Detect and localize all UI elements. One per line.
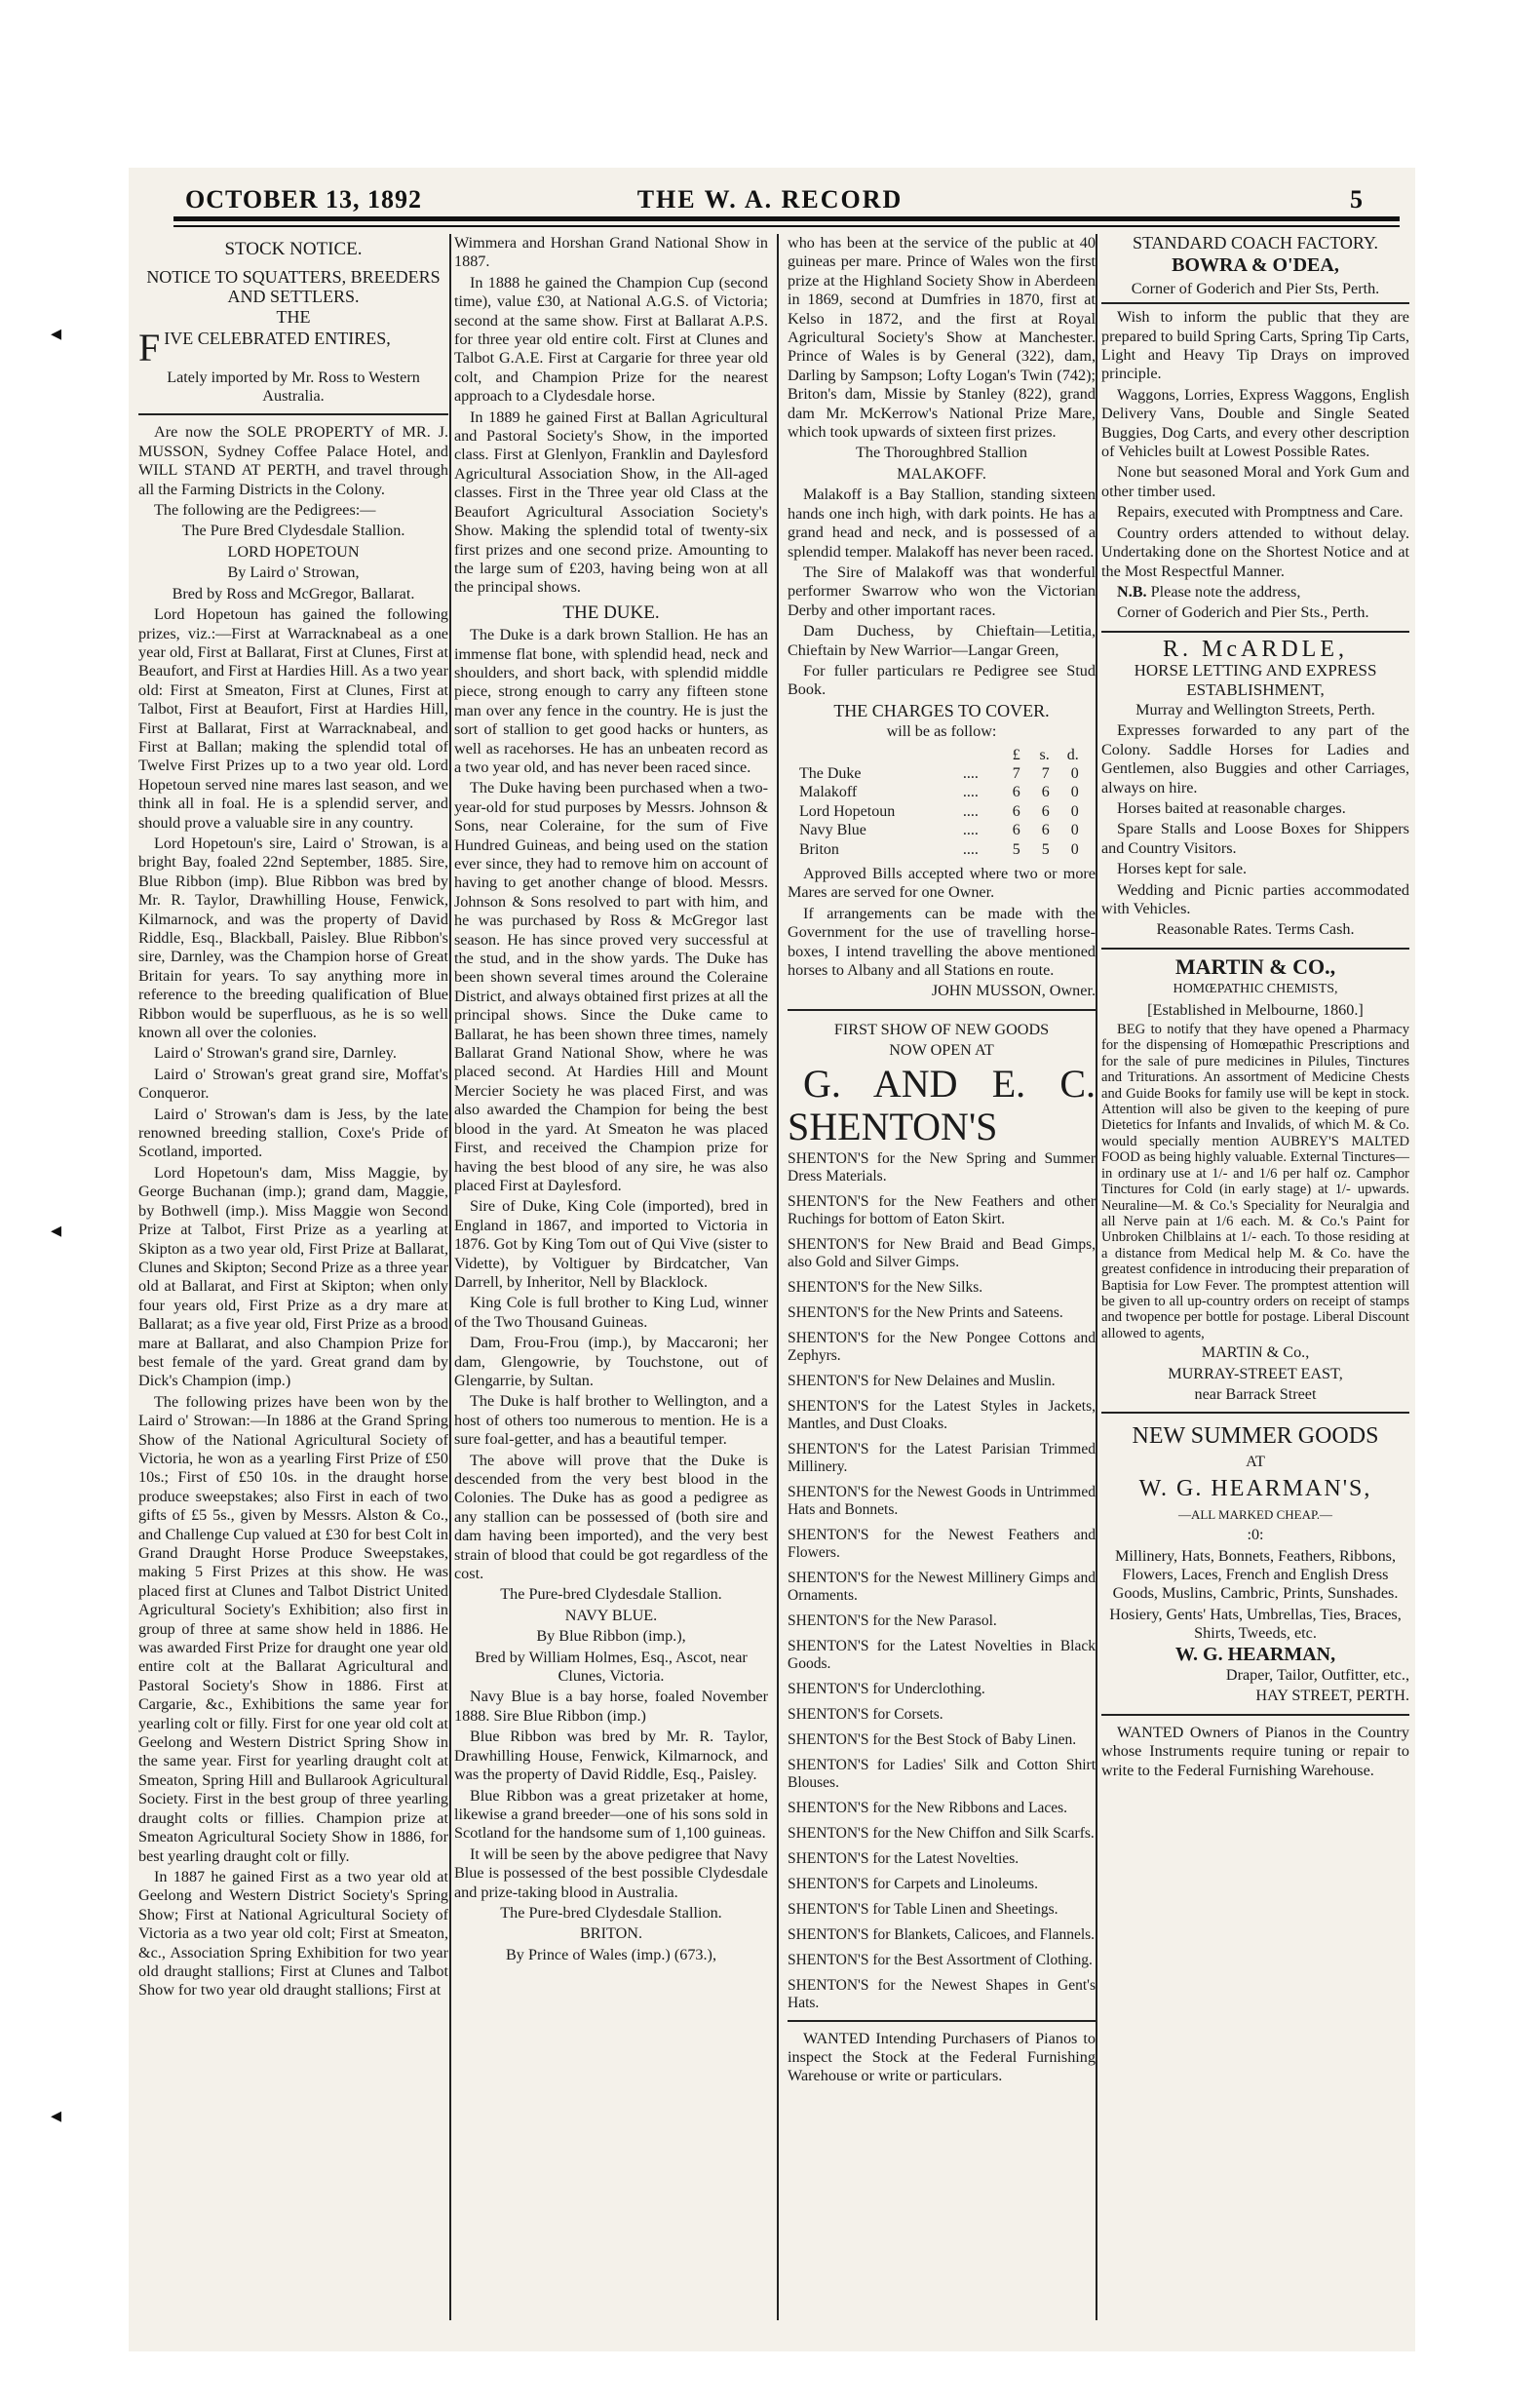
paragraph: Navy Blue is a bay horse, foaled November 1888. Sire Blue Ribbon (imp.) <box>454 1688 768 1725</box>
address: near Barrack Street <box>1194 1384 1317 1403</box>
fees-table <box>797 746 1081 859</box>
at-label: AT <box>1246 1453 1265 1471</box>
paragraph: Repairs, executed with Promptness and Care. <box>1117 503 1404 522</box>
page-header <box>136 175 1404 218</box>
paragraph: Expresses forwarded to any part of the Colony. Saddle Horses for Ladies and Gentlemen, also Buggies and other Carriages, always on hire. <box>1101 721 1409 796</box>
fee-shillings: 6 <box>1041 822 1050 839</box>
paragraph: By Prince of Wales (imp.) (673.), <box>506 1945 716 1963</box>
paragraph: None but seasoned Moral and York Gum and other timber used. <box>1101 463 1409 500</box>
paragraph: The Duke is a dark brown Stallion. He has an immense flat bone, with splendid head, neck and shoulders, and short back, with splendid middle piece, strong enough to carry any fifteen stone man over any fence in the country. He is just the sort of stallion to get good hacks or hunters, as well as racehorses. He has an unbeaten record as a two year old, and has never been raced since. <box>454 626 768 776</box>
paragraph: Sire of Duke, King Cole (imported), bred in England in 1867, and imported to Victoria in 1876. Got by King Tom out of Qui Vive (sister to Vidette), by Voltiguer by Birdcatcher, Van Darrell, by Inheritor, Nell by Blacklock. <box>454 1197 768 1291</box>
list-item: SHENTON'S for the New Silks. <box>788 1278 983 1296</box>
page-number: 5 <box>1350 185 1363 214</box>
fees-header-row <box>797 746 1081 764</box>
charges-subheading: will be as follow: <box>886 722 997 741</box>
divider <box>1101 302 1409 304</box>
paragraph: The Pure-bred Clydesdale Stallion. <box>500 1903 722 1922</box>
list-item: SHENTON'S for Carpets and Linoleums. <box>788 1875 1038 1892</box>
list-item: SHENTON'S for the Best Stock of Baby Linen. <box>788 1730 1077 1748</box>
list-item: SHENTON'S for the Newest Shapes in Gent's Hats. <box>788 1976 1096 2011</box>
fee-leader: .... <box>962 784 979 801</box>
paragraph: Wedding and Picnic parties accommodated with Vehicles. <box>1101 880 1409 917</box>
fee-pence: 0 <box>1070 840 1079 858</box>
ad-heading: NEW SUMMER GOODS <box>1132 1423 1379 1450</box>
list-item: SHENTON'S for the Latest Novelties. <box>788 1849 1020 1867</box>
paragraph: Lord Hopetoun has gained the following prizes, viz.:—First at Warracknabeal as a one year old, First at Ballarat, First at Clunes, First at Beaufort, and First at Hardies Hill. As a two year old: First at Smeaton, First at Clunes, First at Talbot, First at Beaufort, First at Hardies Hill, First at Ballarat, First at Warracknabeal, and First at Ballan; making the splendid total of Twelve First Prizes up to a two year old. Lord Hopetoun served nine mares last season, and we think all in foal. He is a splendid server, and should prove a valuable sire in any country. <box>138 605 448 832</box>
fee-leader: .... <box>962 822 979 839</box>
paragraph: Malakoff is a Bay Stallion, standing sixteen hands one inch high, with dark points. He has a grand head and neck, and is possessed of a splendid temper. Malakoff has never been raced. <box>788 485 1096 561</box>
fee-pounds: 6 <box>1012 802 1020 820</box>
fee-pence: 0 <box>1070 784 1079 801</box>
paragraph: Laird o' Strowan's dam is Jess, by the late renowned breeding stallion, Coxe's Pride of Scotland, imported. <box>138 1105 448 1161</box>
fee-horse: The Duke <box>799 764 862 782</box>
paragraph: The Pure Bred Clydesdale Stallion. <box>181 522 405 540</box>
fee-shillings: 5 <box>1041 840 1050 858</box>
signature: MARTIN & Co., <box>1201 1343 1310 1362</box>
paragraph: Bred by Ross and McGregor, Ballarat. <box>172 584 415 602</box>
binding-hole-mark-icon: ◂ <box>51 1219 62 1243</box>
ad-subheading: HORSE LETTING AND EXPRESS ESTABLISHMENT, <box>1134 661 1377 699</box>
paragraph: Blue Ribbon was a great prizetaker at home, likewise a grand breeder—one of his sons sold in Scotland for the handsome sum of 1,100 guineas. <box>454 1786 768 1843</box>
list-item: SHENTON'S for the Newest Feathers and Flowers. <box>788 1526 1096 1561</box>
paragraph: In 1888 he gained the Champion Cup (second time), value £30, at National A.G.S. of Victoria; second at the same show. First at Ballarat A.P.S. for three year old entire colt. First at Clunes and Talbot G.A.E. First at Cargarie for three year old colt, and Champion Prize for the nearest approach to a Clydesdale horse. <box>454 273 768 406</box>
list-item: SHENTON'S for the New Prints and Sateens. <box>788 1303 1063 1321</box>
fee-horse: Briton <box>799 840 839 858</box>
list-item: SHENTON'S for the Newest Millinery Gimps and Ornaments. <box>788 1569 1096 1604</box>
the-label: THE <box>276 307 311 328</box>
column-duke <box>454 234 768 2320</box>
list-item: SHENTON'S for the New Pongee Cottons and Zephyrs. <box>788 1329 1096 1364</box>
list-item: SHENTON'S for New Braid and Bead Gimps, also Gold and Silver Gimps. <box>788 1235 1096 1270</box>
masthead-title: THE W. A. RECORD <box>636 185 904 214</box>
paragraph: By Blue Ribbon (imp.), <box>536 1627 686 1646</box>
shentons-name: G. AND E. C. SHENTON'S <box>788 1061 1096 1148</box>
paragraph: Reasonable Rates. Terms Cash. <box>1156 920 1355 939</box>
paragraph: Hosiery, Gents' Hats, Umbrellas, Ties, Braces, Shirts, Tweeds, etc. <box>1109 1605 1402 1643</box>
paragraph: Laird o' Strowan's great grand sire, Moffat's Conqueror. <box>138 1065 448 1103</box>
paragraph: If arrangements can be made with the Government for the use of travelling horse-boxes, I intend travelling the above mentioned horses to Albany and all Stations en route. <box>788 904 1096 980</box>
table-row <box>797 840 1081 859</box>
paragraph: The Thoroughbred Stallion <box>856 444 1027 462</box>
column-stock-notice <box>138 234 448 2320</box>
notice-heading: NOTICE TO SQUATTERS, BREEDERS AND SETTLERS. <box>146 267 441 306</box>
signature: W. G. HEARMAN, <box>1174 1643 1336 1665</box>
paragraph: By Laird o' Strowan, <box>227 563 360 582</box>
paragraph: Corner of Goderich and Pier Sts., Perth. <box>1117 603 1369 622</box>
paragraph: Dam, Frou-Frou (imp.), by Maccaroni; her dam, Glengowrie, by Touchstone, out of Glengarrie, by Sultan. <box>454 1334 768 1389</box>
fee-pence: 0 <box>1070 764 1079 782</box>
paragraph: It will be seen by the above pedigree that Navy Blue is possessed of the best possible Clydesdale and prize-taking blood in Australia. <box>454 1845 768 1901</box>
entires-heading: IVE CELEBRATED ENTIRES, <box>164 329 391 348</box>
business-name: BOWRA & O'DEA, <box>1172 254 1339 277</box>
list-item: SHENTON'S for the Latest Styles in Jackets, Mantles, and Dust Cloaks. <box>788 1397 1096 1432</box>
list-item: SHENTON'S for Underclothing. <box>788 1680 985 1697</box>
paragraph: Lord Hopetoun's dam, Miss Maggie, by George Buchanan (imp.); grand dam, Maggie, by Bothwell (imp.). Miss Maggie won Second Prize at Talbot, First Prize as a yearling at Skipton as a two year old, First Prize at Ballarat, Clunes and Skipton; Second Prize as a three year old at Ballarat, and First at Skipton; when only four years old, First Prize as a dry mare at Ballarat; as a five year old, First Prize as a brood mare at Ballarat, and also Champion Prize for best female of the yard. Great grand dam by Dick's Champion (imp.) <box>138 1163 448 1390</box>
paragraph: Lord Hopetoun's sire, Laird o' Strowan, is a bright Bay, foaled 22nd September, 1885. Sire, Blue Ribbon (imp). Blue Ribbon was bred by Mr. R. Taylor, Drawhilling House, Fenwick, Kilmarnock, and was the property of David Riddle, Esq., Blackball, Paisley. Blue Ribbon's sire, Darnley, was the Champion horse of Great Britain for years. To say anything more in reference to the breeding qualification of Blue Ribbon would be superfluous, as he is so well known all over the colonies. <box>138 834 448 1042</box>
fee-pence: 0 <box>1070 802 1079 820</box>
nb-text: Please note the address, <box>1150 582 1301 601</box>
business-name: W. G. HEARMAN'S, <box>1138 1475 1372 1501</box>
paragraph: The Sire of Malakoff was that wonderful performer Swarrow who won the Victorian Derby and other important races. <box>788 563 1096 619</box>
paragraph: King Cole is full brother to King Lud, winner of the Two Thousand Guineas. <box>454 1294 768 1331</box>
table-row <box>797 764 1081 783</box>
paragraph: Laird o' Strowan's grand sire, Darnley. <box>154 1044 397 1063</box>
paragraph: Wimmera and Horshan Grand National Show in 1887. <box>454 234 768 271</box>
fee-leader: .... <box>962 802 979 820</box>
paragraph: Dam Duchess, by Chieftain—Letitia, Chieftain by New Warrior—Langar Green, <box>788 622 1096 659</box>
ad-heading: FIRST SHOW OF NEW GOODS <box>833 1020 1050 1038</box>
binding-hole-mark-icon: ◂ <box>51 2104 62 2128</box>
shentons-list <box>788 1150 1096 2012</box>
column-divider <box>449 234 451 2320</box>
signature: JOHN MUSSON, Owner. <box>931 982 1096 1000</box>
list-item: SHENTON'S for Corsets. <box>788 1705 943 1723</box>
fee-horse: Malakoff <box>799 784 858 801</box>
fee-pounds: 6 <box>1012 784 1020 801</box>
paragraph: BEG to notify that they have opened a Pharmacy for the dispensing of Homœpathic Prescriptions and for the sale of pure medicines in Pilules, Tinctures and Triturations. An assortment of Medicine Chests and Guide Books for family use will be kept in stock. Attention will also be given to the keeping of pure Dietetics for Infants and Invalids, of which M. & Co. would specially mention AUBREY'S MALTED FOOD as being highly valuable. External Tinctures—in ordinary use at 1/- and 1/6 per half oz. Camphor Tinctures for Cold (in early stage) at 1/- upwards. Neuraline—M. & Co.'s Speciality for Neuralgia and all Nerve pain at 1/6 each. M. & Co.'s Paint for Unbroken Chilblains at 1/- each. To those residing at a distance from Medical help M. & Co. have the greatest confidence in introducing their preparation of Baptisia for Low Fever. The promptest attention will be given to all up-country orders on receipt of stamps and twopence per bottle for postage. Liberal Discount allowed to agents, <box>1101 1022 1409 1341</box>
column-divider <box>1096 234 1097 2320</box>
ad-subheading: —ALL MARKED CHEAP.— <box>1177 1506 1333 1522</box>
paragraph: who has been at the service of the public at 40 guineas per mare. Prince of Wales won the first prize at the Highland Society Show in Aberdeen in 1869, second at Dumfries in 1870, first at Kelso in 1872, and the first at Royal Agricultural Society's Show at Manchester. Prince of Wales is by General (322), dam, Darling by Sampson; Lofty Logan's Twin (742); Briton's dam, Missie by Stanley (822), grand dam Mr. McKerrow's National Prize Mare, which took upwards of sixteen first prizes. <box>788 234 1096 442</box>
divider <box>1101 948 1409 950</box>
list-item: SHENTON'S for the New Ribbons and Laces. <box>788 1799 1068 1816</box>
ad-heading: STANDARD COACH FACTORY. <box>1132 234 1379 252</box>
paragraph: Are now the SOLE PROPERTY of MR. J. MUSSON, Sydney Coffee Palace Hotel, and WILL STAND AT PERTH, and travel through all the Farming Districts in the Colony. <box>138 423 448 498</box>
drop-cap: F <box>138 329 161 367</box>
ad-subheading: HOMŒPATHIC CHEMISTS, <box>1173 982 1338 997</box>
established-line: [Established in Melbourne, 1860.] <box>1147 1000 1364 1019</box>
paragraph: The Duke having been purchased when a two-year-old for stud purposes by Messrs. Johnson & Sons, near Coleraine, for the sum of Five Hundred Guineas, and being used on the station ever since, they had to remove him on account of having to get another change of blood. Messrs. Johnson & Sons resolved to part with him, and he was purchased by Ross & McGregor last season. He has since proved very successful at the stud, and in the show yards. The Duke has been shown several times around the Coleraine District, and always obtained first prizes at all the principal shows. Since the Duke came to Ballarat, he has been shown three times, namely Ballarat Grand National Show, where he was placed second. At Hardies Hill and Mount Mercier Society he was placed First, and was also awarded the Champion for being the best blood in the yard. At Smeaton he was placed First, and received the Champion prize for having the best blood of any sire, he was also placed First at Daylesford. <box>454 779 768 1194</box>
list-item: SHENTON'S for the New Feathers and other Ruchings for bottom of Eaton Skirt. <box>788 1192 1096 1227</box>
business-name: R. McARDLE, <box>1163 636 1348 662</box>
fee-horse: Lord Hopetoun <box>799 802 896 820</box>
list-item: SHENTON'S for Table Linen and Sheetings. <box>788 1900 1058 1918</box>
horse-name: BRITON. <box>579 1924 642 1943</box>
paragraph: Wish to inform the public that they are prepared to build Spring Carts, Spring Tip Carts, Light and Heavy Tip Drays on improved principle. <box>1101 308 1409 383</box>
divider <box>788 1009 1096 1011</box>
paragraph: The following prizes have been won by the Laird o' Strowan:—In 1886 at the Grand Spring Show of the National Agricultural Society of Victoria, he won as a yearling First Prize of £50 10s.; First of £50 10s. in the draught horse produce sweepstakes; also First in each of two gifts of £5 5s., given by Messrs. Alston & Co., and Challenge Cup valued at £30 for best Colt in Grand Draught Horse Produce Sweepstakes, making 5 First Prizes at this show. He was placed first at Clunes and Talbot District United Agricultural Society's Exhibition; also first in group of three at same show held in 1886. He was awarded First Prize for draught one year old entire colt at the Ballarat Agricultural and Pastoral Society's Show in 1886. First at Cargarie, &c., Exhibitions the same year for yearling colt or filly. First for one year old colt at Geelong and Western District Spring Show in the same year. First for yearling draught colt at Smeaton, Spring Hill and Bullarook Agricultural Society. First in the best group of three yearling draught colts or fillies. Champion prize at Smeaton Agricultural Society Show in 1886, for best yearling draught colt or filly. <box>138 1392 448 1865</box>
paragraph <box>1101 583 1409 602</box>
divider <box>788 2020 1096 2022</box>
address: HAY STREET, PERTH. <box>1255 1687 1409 1705</box>
divider <box>138 413 448 415</box>
list-item: SHENTON'S for the Latest Parisian Trimmed Millinery. <box>788 1440 1096 1475</box>
fee-shillings: 7 <box>1041 764 1050 782</box>
fees-header-cell: s. <box>1039 746 1050 763</box>
paragraph: In 1887 he gained First as a two year old at Geelong and Western District Society's Spring Show; First at National Agricultural Society of Victoria as a two year old colt; First at Smeaton, &c., Association Spring Exhibition for two year old draught stallions; First at Clunes and Talbot Show for two year old draught stallions; First at <box>138 1867 448 2000</box>
divider <box>1101 631 1409 633</box>
issue-date: OCTOBER 13, 1892 <box>185 185 423 214</box>
imported-line: Lately imported by Mr. Ross to Western Australia. <box>167 368 420 406</box>
paragraph: Draper, Tailor, Outfitter, etc., <box>1225 1666 1409 1685</box>
fees-header-cell: d. <box>1066 746 1079 763</box>
ad-subheading: NOW OPEN AT <box>889 1041 994 1060</box>
ornament: :0: <box>1247 1526 1264 1544</box>
fee-leader: .... <box>962 840 979 858</box>
fee-pounds: 7 <box>1012 764 1020 782</box>
list-item: SHENTON'S for the Newest Goods in Untrimmed Hats and Bonnets. <box>788 1483 1096 1518</box>
paragraph: In 1889 he gained First at Ballan Agricultural and Pastoral Society's Show, in the imported class. First at Glenlyon, Franklin and Daylesford Agricultural Association Show, in the All-aged classes. First in the Three year old Class at the Beaufort Agricultural Association Society's Show. Making the splendid total of twenty-six first prizes and one second prize. Amounting to the large sum of £203, having being won at all the principal shows. <box>454 408 768 597</box>
fee-shillings: 6 <box>1041 784 1050 801</box>
nb-mark: N.B. <box>1117 582 1147 601</box>
wanted-ad: WANTED Owners of Pianos in the Country whose Instruments require tuning or repair to write to the Federal Furnishing Warehouse. <box>1101 1723 1409 1779</box>
address: MURRAY-STREET EAST, <box>1168 1364 1343 1382</box>
divider <box>1101 1714 1409 1716</box>
list-item: SHENTON'S for the Best Assortment of Clothing. <box>788 1951 1093 1968</box>
address: Murray and Wellington Streets, Perth. <box>1135 700 1375 719</box>
paragraph: Country orders attended to without delay. Undertaking done on the Shortest Notice and at the Most Respectful Manner. <box>1101 524 1409 580</box>
fees-header-cell: £ <box>1012 746 1020 763</box>
horse-name: MALAKOFF. <box>897 464 986 483</box>
paragraph: Blue Ribbon was bred by Mr. R. Taylor, Drawhilling House, Fenwick, Kilmarnock, and was the property of David Riddle, Esq., Paisley. <box>454 1728 768 1784</box>
list-item: SHENTON'S for the New Chiffon and Silk Scarfs. <box>788 1824 1095 1842</box>
list-item: SHENTON'S for the Latest Novelties in Black Goods. <box>788 1637 1096 1672</box>
fee-leader: .... <box>962 764 979 782</box>
table-row <box>797 783 1081 801</box>
paragraph: Horses baited at reasonable charges. <box>1117 798 1346 817</box>
paragraph: Approved Bills accepted where two or more Mares are served for one Owner. <box>788 865 1096 902</box>
wanted-ad: WANTED Intending Purchasers of Pianos to inspect the Stock at the Federal Furnishing Warehouse or write or particulars. <box>788 2029 1096 2085</box>
section-heading: STOCK NOTICE. <box>224 239 363 259</box>
paragraph: The above will prove that the Duke is descended from the very best blood in the Colonies. The Duke has as good a pedigree as any stallion can be possessed of (both sire and dam having been imported), and the very best strain of blood that could be got regardless of the cost. <box>454 1451 768 1583</box>
binding-hole-mark-icon: ◂ <box>51 322 62 346</box>
column-advertisements <box>1101 234 1409 2320</box>
horse-name: THE DUKE. <box>562 602 660 623</box>
header-rule-thin <box>173 225 1400 227</box>
list-item: SHENTON'S for New Delaines and Muslin. <box>788 1372 1056 1389</box>
header-rule <box>173 216 1400 221</box>
horse-name: LORD HOPETOUN <box>227 542 360 561</box>
fee-pounds: 6 <box>1012 822 1020 839</box>
paragraph: Spare Stalls and Loose Boxes for Shippers and Country Visitors. <box>1101 820 1409 857</box>
column-divider <box>777 234 779 2320</box>
paragraph: Waggons, Lorries, Express Waggons, English Delivery Vans, Double and Single Seated Buggies, Dog Carts, and every other description of Vehicles built at Lowest Possible Rates. <box>1101 385 1409 461</box>
paragraph: The Pure-bred Clydesdale Stallion. <box>500 1585 722 1604</box>
list-item: SHENTON'S for the New Spring and Summer Dress Materials. <box>788 1149 1096 1185</box>
fee-pounds: 5 <box>1012 840 1020 858</box>
charges-heading: THE CHARGES TO COVER. <box>833 700 1050 720</box>
list-item: SHENTON'S for Ladies' Silk and Cotton Shirt Blouses. <box>788 1756 1096 1791</box>
paragraph: Bred by William Holmes, Esq., Ascot, near Clunes, Victoria. <box>475 1648 748 1686</box>
fee-pence: 0 <box>1070 822 1079 839</box>
table-row <box>797 821 1081 839</box>
paragraph: Horses kept for sale. <box>1117 860 1248 878</box>
fee-horse: Navy Blue <box>799 822 866 839</box>
divider <box>1101 1412 1409 1414</box>
paragraph: The following are the Pedigrees:— <box>154 501 376 520</box>
horse-name: NAVY BLUE. <box>564 1606 658 1624</box>
fee-shillings: 6 <box>1041 802 1050 820</box>
paragraph: Millinery, Hats, Bonnets, Feathers, Ribbons, Flowers, Laces, French and English Dress Goods, Muslins, Cambric, Prints, Sunshades. <box>1112 1546 1399 1603</box>
paragraph: For fuller particulars re Pedigree see Stud Book. <box>788 661 1096 699</box>
list-item: SHENTON'S for the New Parasol. <box>788 1612 997 1629</box>
list-item: SHENTON'S for Blankets, Calicoes, and Flannels. <box>788 1925 1096 1943</box>
column-malakoff-shentons <box>788 234 1096 2320</box>
address: Corner of Goderich and Pier Sts, Perth. <box>1131 279 1380 297</box>
paragraph: The Duke is half brother to Wellington, and a host of others too numerous to mention. He is a sure foal-getter, and has a beautiful temper. <box>454 1392 768 1449</box>
business-name: MARTIN & CO., <box>1174 953 1336 979</box>
table-row <box>797 802 1081 821</box>
